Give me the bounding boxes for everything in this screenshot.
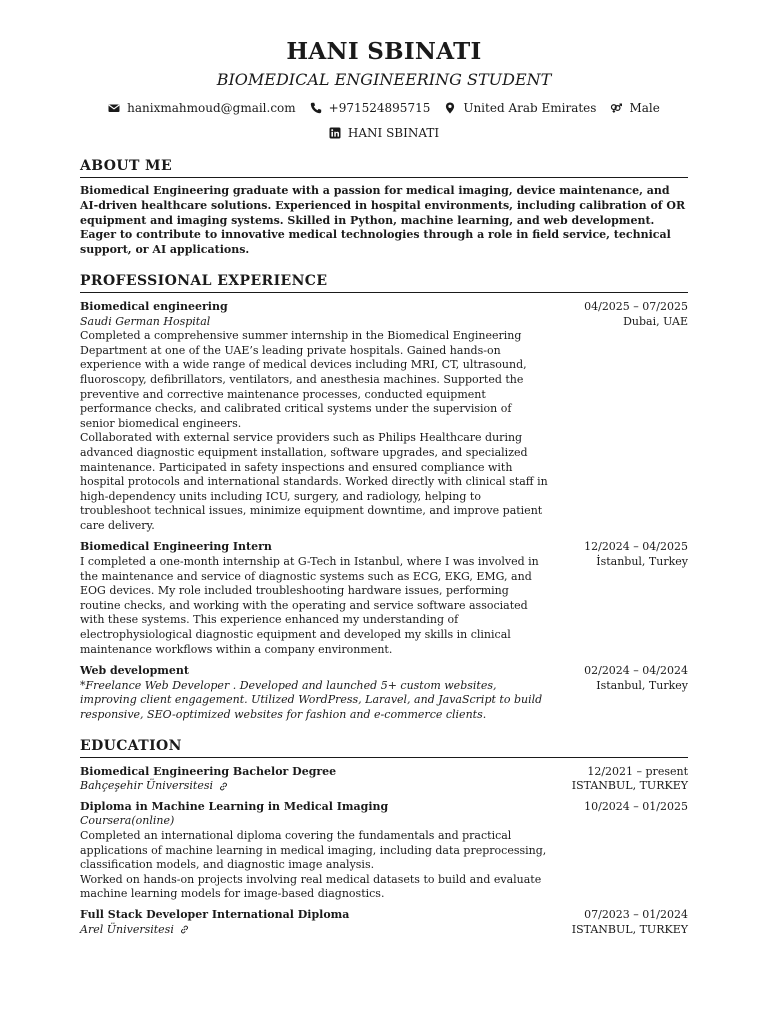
entry-title: Full Stack Developer International Diploma	[80, 907, 350, 921]
education-entry	[80, 765, 688, 794]
experience-entry	[80, 300, 688, 534]
location-pin-icon	[444, 102, 456, 114]
entry-description-2: Worked on hands-on projects involving real medical datasets to build and evaluate machine learning models for image-based diagnostics.	[80, 872, 542, 901]
entry-dates: 07/2023 – 01/2024	[584, 907, 688, 921]
entry-title: Web development	[80, 664, 189, 678]
contact-row-2	[80, 125, 688, 141]
entry-dates: 12/2021 – present	[587, 764, 688, 778]
entry-location: İstanbul, Turkey	[596, 555, 688, 569]
entry-description: I completed a one-month internship at G-Tech in Istanbul, where I was involved in the maintenance and service of diagnostic systems such as ECG, EKG, EMG, and EOG devices. My role included troubleshooting hardware issues, performing routine checks, and working with the operating and service software associated with these systems. This experience enhanced my understanding of electrophysiological diagnostic equipment and developed my skills in clinical maintenance workflows within a company environment.	[80, 555, 539, 656]
entry-location: Istanbul, Turkey	[596, 678, 688, 692]
entry-location: ISTANBUL, TURKEY	[571, 922, 688, 936]
contact-email[interactable]	[108, 100, 296, 116]
entry-organization: Coursera(online)	[80, 814, 175, 828]
entry-description: *Freelance Web Developer . Developed and launched 5+ custom websites, improving client engagement. Utilized WordPress, Laravel, and JavaScript to build responsive, SEO-optimized websites for fashion and e-commerce clients.	[80, 678, 543, 722]
entry-description-2: Collaborated with external service providers such as Philips Healthcare during advanced diagnostic equipment installation, software upgrades, and specialized maintenance. Participated in safety inspections and ensured compliance with hospital protocols and international standards. Worked directly with clinical staff in high-dependency units including ICU, surgery, and radiology, helping to troubleshoot technical issues, minimize equipment downtime, and improve patient care delivery.	[80, 431, 548, 532]
experience-entry	[80, 540, 688, 657]
email-text: hanixmahmoud@gmail.com	[127, 101, 296, 115]
entry-title: Biomedical Engineering Intern	[80, 540, 272, 554]
entry-organization[interactable]: Arel Üniversitesi	[80, 923, 548, 938]
entry-dates: 04/2025 – 07/2025	[584, 299, 688, 313]
link-icon[interactable]	[180, 925, 189, 934]
entry-dates: 02/2024 – 04/2024	[584, 664, 688, 678]
contact-phone[interactable]	[310, 100, 431, 116]
experience-entry	[80, 664, 688, 722]
gender-icon	[610, 102, 622, 114]
phone-text: +971524895715	[328, 101, 431, 115]
candidate-role: BIOMEDICAL ENGINEERING STUDENT	[216, 70, 552, 89]
entry-location: Dubai, UAE	[623, 314, 688, 328]
gender-text: Male	[629, 101, 660, 115]
entry-title: Biomedical engineering	[80, 299, 228, 313]
entry-dates: 12/2024 – 04/2025	[584, 540, 688, 554]
entry-dates: 10/2024 – 01/2025	[584, 799, 688, 813]
entry-description: Completed a comprehensive summer internship in the Biomedical Engineering Department at one of the UAE’s leading private hospitals. Gained hands-on experience with a wide range of medical devices including MRI, CT, ultrasound, fluoroscopy, defibrillators, ventilators, and anesthesia machines. Supported the preventive and corrective maintenance processes, conducted equipment performance checks, and calibrated critical systems under the supervision of senior biomedical engineers.	[80, 329, 527, 430]
entry-organization[interactable]: Bahçeşehir Üniversitesi	[80, 779, 548, 794]
education-entry	[80, 800, 688, 902]
about-text: Biomedical Engineering graduate with a passion for medical imaging, device maintenance, and AI-driven healthcare solutions. Experienced in hospital environments, including calibration of OR equipment and imaging systems. Skilled in Python, machine learning, and web development. Eager to contribute to innovative medical technologies through a role in field service, technical support, or AI applications.	[80, 184, 686, 257]
entry-description: Completed an international diploma covering the fundamentals and practical applications of machine learning in medical imaging, including data preprocessing, classification models, and diagnostic image analysis.	[80, 828, 547, 872]
entry-title: Diploma in Machine Learning in Medical Imaging	[80, 799, 389, 813]
about-section-title: ABOUT ME	[80, 157, 688, 178]
contact-location	[444, 100, 596, 116]
education-section-title: EDUCATION	[80, 737, 688, 758]
phone-icon	[310, 102, 322, 114]
experience-section-title: PROFESSIONAL EXPERIENCE	[80, 272, 688, 293]
contact-linkedin[interactable]	[329, 125, 439, 141]
location-text: United Arab Emirates	[463, 101, 597, 115]
education-entry	[80, 908, 688, 937]
contact-gender	[610, 100, 659, 116]
email-icon	[108, 102, 120, 114]
candidate-name: HANI SBINATI	[286, 38, 482, 65]
entry-title: Biomedical Engineering Bachelor Degree	[80, 764, 337, 778]
entry-organization: Saudi German Hospital	[80, 314, 211, 328]
contact-row	[80, 100, 688, 116]
linkedin-icon	[329, 127, 341, 139]
link-icon[interactable]	[219, 782, 228, 791]
entry-location: ISTANBUL, TURKEY	[571, 779, 688, 793]
linkedin-text: HANI SBINATI	[347, 126, 440, 140]
